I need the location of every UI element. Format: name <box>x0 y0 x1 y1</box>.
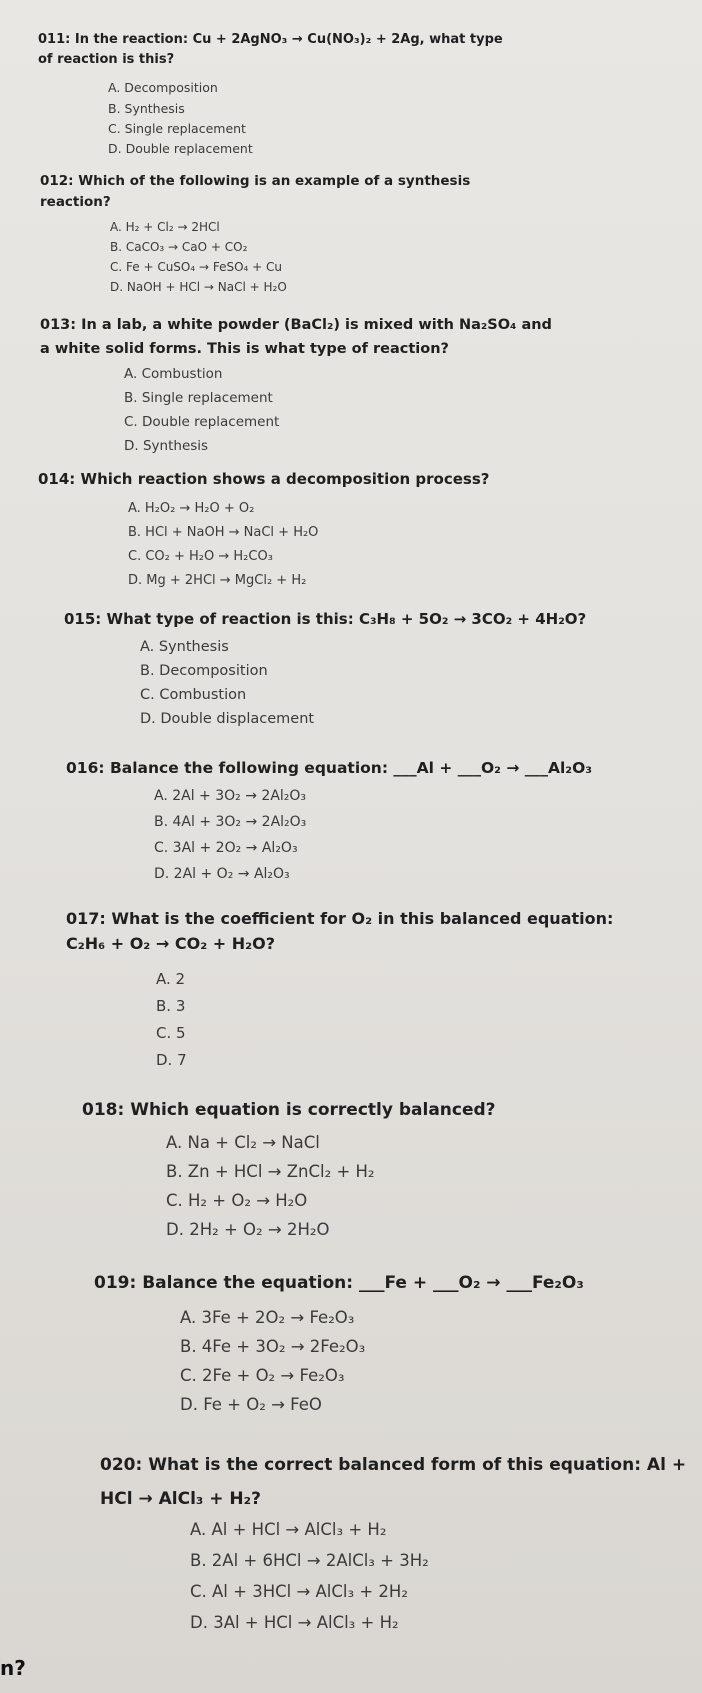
q12-option-a: A. H₂ + Cl₂ → 2HCl <box>110 220 220 234</box>
q12-option-d: D. NaOH + HCl → NaCl + H₂O <box>110 280 287 294</box>
q11-option-d: D. Double replacement <box>108 141 253 156</box>
q18-option-a: A. Na + Cl₂ → NaCl <box>166 1133 320 1152</box>
question-11: 011: In the reaction: Cu + 2AgNO₃ → Cu(NO₃)₂ + 2Ag, what type of reaction is this? <box>38 32 503 67</box>
q15-option-b: B. Decomposition <box>140 663 268 679</box>
question-12: 012: Which of the following is an example of a synthesis reaction? <box>40 173 471 210</box>
q17-option-c: C. 5 <box>156 1024 186 1042</box>
q15-option-a: A. Synthesis <box>140 639 229 655</box>
q15-option-d: D. Double displacement <box>140 711 315 727</box>
question-13: 013: In a lab, a white powder (BaCl₂) is mixed with Na₂SO₄ and a white solid forms. This is what type of reaction? <box>40 317 552 357</box>
q17-option-a: A. 2 <box>156 970 186 988</box>
question-14: 014: Which reaction shows a decomposition process? <box>38 470 490 488</box>
q18-option-c: C. H₂ + O₂ → H₂O <box>166 1191 308 1210</box>
q20-option-c: C. Al + 3HCl → AlCl₃ + 2H₂ <box>190 1582 408 1601</box>
q14-option-d: D. Mg + 2HCl → MgCl₂ + H₂ <box>128 573 307 588</box>
q19-option-d: D. Fe + O₂ → FeO <box>180 1395 322 1414</box>
q11-option-a: A. Decomposition <box>108 80 218 95</box>
q18-option-b: B. Zn + HCl → ZnCl₂ + H₂ <box>166 1162 375 1181</box>
question-18: 018: Which equation is correctly balanced? <box>82 1100 496 1120</box>
q19-option-c: C. 2Fe + O₂ → Fe₂O₃ <box>180 1366 345 1385</box>
q17-option-d: D. 7 <box>156 1051 187 1069</box>
q16-option-a: A. 2Al + 3O₂ → 2Al₂O₃ <box>154 788 307 804</box>
q13-option-a: A. Combustion <box>124 366 223 382</box>
q14-option-a: A. H₂O₂ → H₂O + O₂ <box>128 501 255 516</box>
q13-option-d: D. Synthesis <box>124 438 209 454</box>
q13-option-c: C. Double replacement <box>124 414 280 430</box>
q16-option-b: B. 4Al + 3O₂ → 2Al₂O₃ <box>154 814 307 830</box>
question-19: 019: Balance the equation: ___Fe + ___O₂ → ___Fe₂O₃ <box>94 1273 584 1293</box>
question-20: 020: What is the correct balanced form of this equation: Al + HCl → AlCl₃ + H₂? <box>100 1455 687 1509</box>
question-16: 016: Balance the following equation: ___Al + ___O₂ → ___Al₂O₃ <box>66 759 593 777</box>
q17-option-b: B. 3 <box>156 997 186 1015</box>
question-17: 017: What is the coefficient for O₂ in this balanced equation: C₂H₆ + O₂ → CO₂ + H₂O? <box>66 909 614 953</box>
q20-option-a: A. Al + HCl → AlCl₃ + H₂ <box>190 1520 387 1539</box>
q13-option-b: B. Single replacement <box>124 390 273 406</box>
q11-option-b: B. Synthesis <box>108 101 185 116</box>
q19-option-b: B. 4Fe + 3O₂ → 2Fe₂O₃ <box>180 1337 366 1356</box>
q14-option-b: B. HCl + NaOH → NaCl + H₂O <box>128 525 319 540</box>
cut-off-text: n? <box>0 1656 26 1680</box>
q15-option-c: C. Combustion <box>140 687 247 703</box>
q16-option-d: D. 2Al + O₂ → Al₂O₃ <box>154 866 290 882</box>
q20-option-b: B. 2Al + 6HCl → 2AlCl₃ + 3H₂ <box>190 1551 429 1570</box>
q12-option-b: B. CaCO₃ → CaO + CO₂ <box>110 240 248 254</box>
q14-option-c: C. CO₂ + H₂O → H₂CO₃ <box>128 549 273 564</box>
q18-option-d: D. 2H₂ + O₂ → 2H₂O <box>166 1220 330 1239</box>
q11-option-c: C. Single replacement <box>108 121 246 136</box>
q12-option-c: C. Fe + CuSO₄ → FeSO₄ + Cu <box>110 260 283 274</box>
q16-option-c: C. 3Al + 2O₂ → Al₂O₃ <box>154 840 298 856</box>
q20-option-d: D. 3Al + HCl → AlCl₃ + H₂ <box>190 1613 399 1632</box>
question-15: 015: What type of reaction is this: C₃H₈ + 5O₂ → 3CO₂ + 4H₂O? <box>64 610 587 628</box>
q19-option-a: A. 3Fe + 2O₂ → Fe₂O₃ <box>180 1308 355 1327</box>
